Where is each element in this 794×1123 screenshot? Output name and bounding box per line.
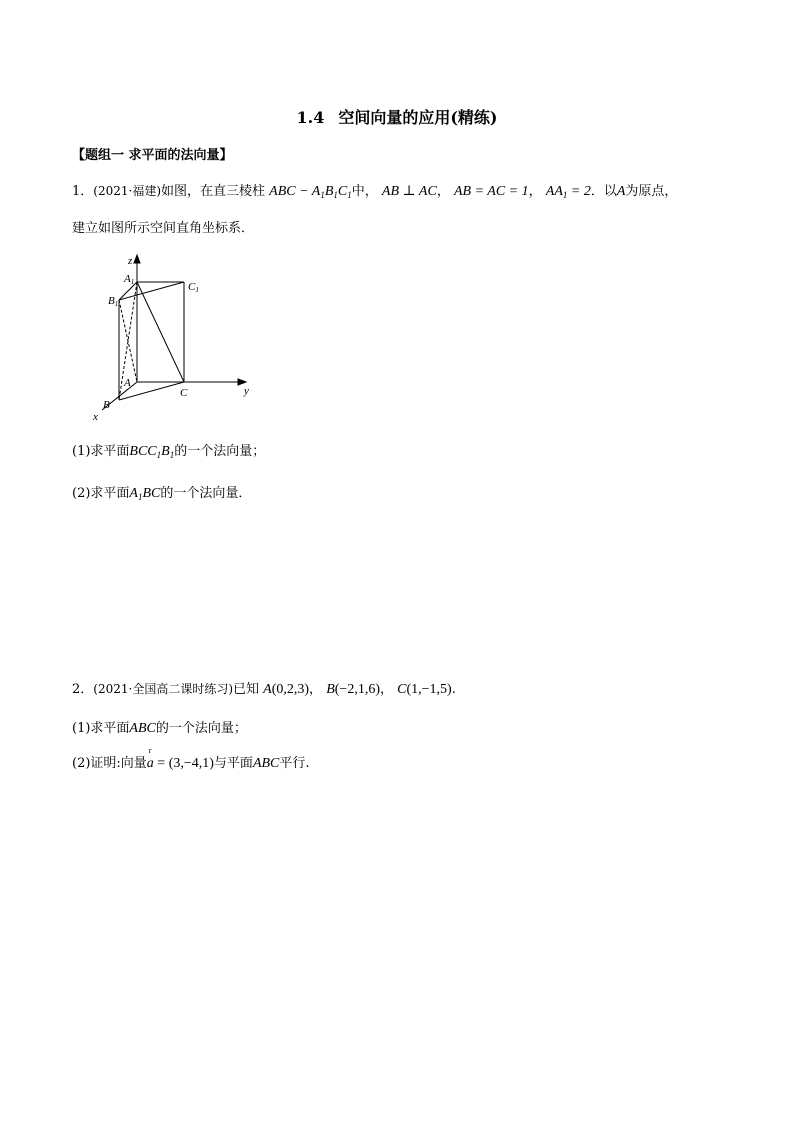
- q1-sep1: ，: [436, 184, 450, 199]
- q1-part2-plane: $A_1BC$: [129, 486, 161, 502]
- vector-arrow-mark: r: [148, 746, 152, 755]
- q1-sep2: ，: [528, 184, 542, 199]
- q1-part2: [72, 482, 251, 502]
- label-b: B: [103, 399, 110, 411]
- q2-point-a-coord: (0,2,3): [271, 682, 310, 697]
- q2-part1-pre: (1)求平面: [72, 721, 130, 736]
- q2-part2-mid: 与平面: [213, 756, 253, 771]
- label-a1: A1: [124, 273, 135, 286]
- title-text: 空间向量的应用(精练): [338, 108, 498, 127]
- label-z: z: [128, 255, 133, 267]
- q1-origin-pre: ．以: [590, 184, 617, 199]
- label-b1: B1: [108, 295, 119, 308]
- q2-point-b: B: [326, 682, 335, 697]
- q1-aa: $AA_1 = 2$: [545, 184, 591, 200]
- q2-end: .: [451, 682, 456, 697]
- prism-diagram: [88, 250, 260, 422]
- q1-line1: [72, 180, 677, 200]
- q1-prism: ABC − $A_1B_1C_1$: [269, 184, 352, 200]
- q2-point-c: C: [397, 682, 407, 697]
- q2-point-a: A: [263, 682, 272, 697]
- q1-line2: 建立如图所示空间直角坐标系．: [72, 221, 255, 236]
- label-x: x: [93, 411, 98, 422]
- q2-source: (2021·全国高二课时练习): [93, 682, 233, 696]
- q1-in: 中，: [351, 184, 378, 199]
- q1-source: (2021·福建): [93, 184, 161, 198]
- q1-eq1: AB = AC = 1: [453, 184, 529, 199]
- q2-sep2: ，: [380, 682, 394, 697]
- group-heading: 【题组一 求平面的法向量】: [72, 148, 233, 163]
- prism-figure: [88, 250, 260, 422]
- q2-vector-a: r a: [146, 746, 154, 771]
- q1-lead: 如图，在直三棱柱: [161, 184, 266, 199]
- q1-origin-post: 为原点，: [625, 184, 678, 199]
- q2-lead: 已知: [233, 682, 260, 697]
- q1-part1-plane: $BCC_1B_1$: [129, 444, 175, 460]
- title-number: 1.4: [296, 108, 325, 127]
- z-arrow: [134, 255, 140, 263]
- q2-point-b-coord: (−2,1,6): [334, 682, 380, 697]
- q2-sep1: ，: [309, 682, 323, 697]
- q1-origin-a: A: [616, 184, 626, 199]
- q1-number: 1．: [72, 184, 94, 199]
- q1-part2-pre: (2)求平面: [72, 486, 130, 501]
- q2-part1-post: 的一个法向量；: [155, 721, 247, 736]
- label-y: y: [244, 385, 249, 397]
- q1-part2-post: 的一个法向量．: [160, 486, 252, 501]
- q2-part2: [72, 746, 310, 772]
- q2-vector-value: = (3,−4,1): [153, 756, 214, 771]
- label-c1: C1: [188, 281, 199, 294]
- q2-part1: [72, 717, 247, 737]
- diag-b1a: [119, 300, 137, 382]
- q2-line1: [72, 678, 456, 698]
- q2-point-c-coord: (1,−1,5): [406, 682, 452, 697]
- q1-part1-pre: (1)求平面: [72, 444, 130, 459]
- q2-part1-abc: ABC: [129, 721, 156, 736]
- q1-perp: AB ⊥ AC: [381, 184, 437, 199]
- q2-number: 2．: [72, 682, 94, 697]
- diag-a1c: [137, 282, 184, 382]
- label-a: A: [124, 377, 131, 389]
- page-title: [0, 105, 794, 128]
- q1-part1-post: 的一个法向量；: [174, 444, 266, 459]
- label-c: C: [180, 387, 188, 399]
- q1-part1: [72, 440, 265, 460]
- q2-part2-abc: ABC: [252, 756, 280, 771]
- q2-part2-pre: (2)证明:向量: [72, 756, 147, 771]
- q2-part2-post: 平行.: [279, 756, 310, 771]
